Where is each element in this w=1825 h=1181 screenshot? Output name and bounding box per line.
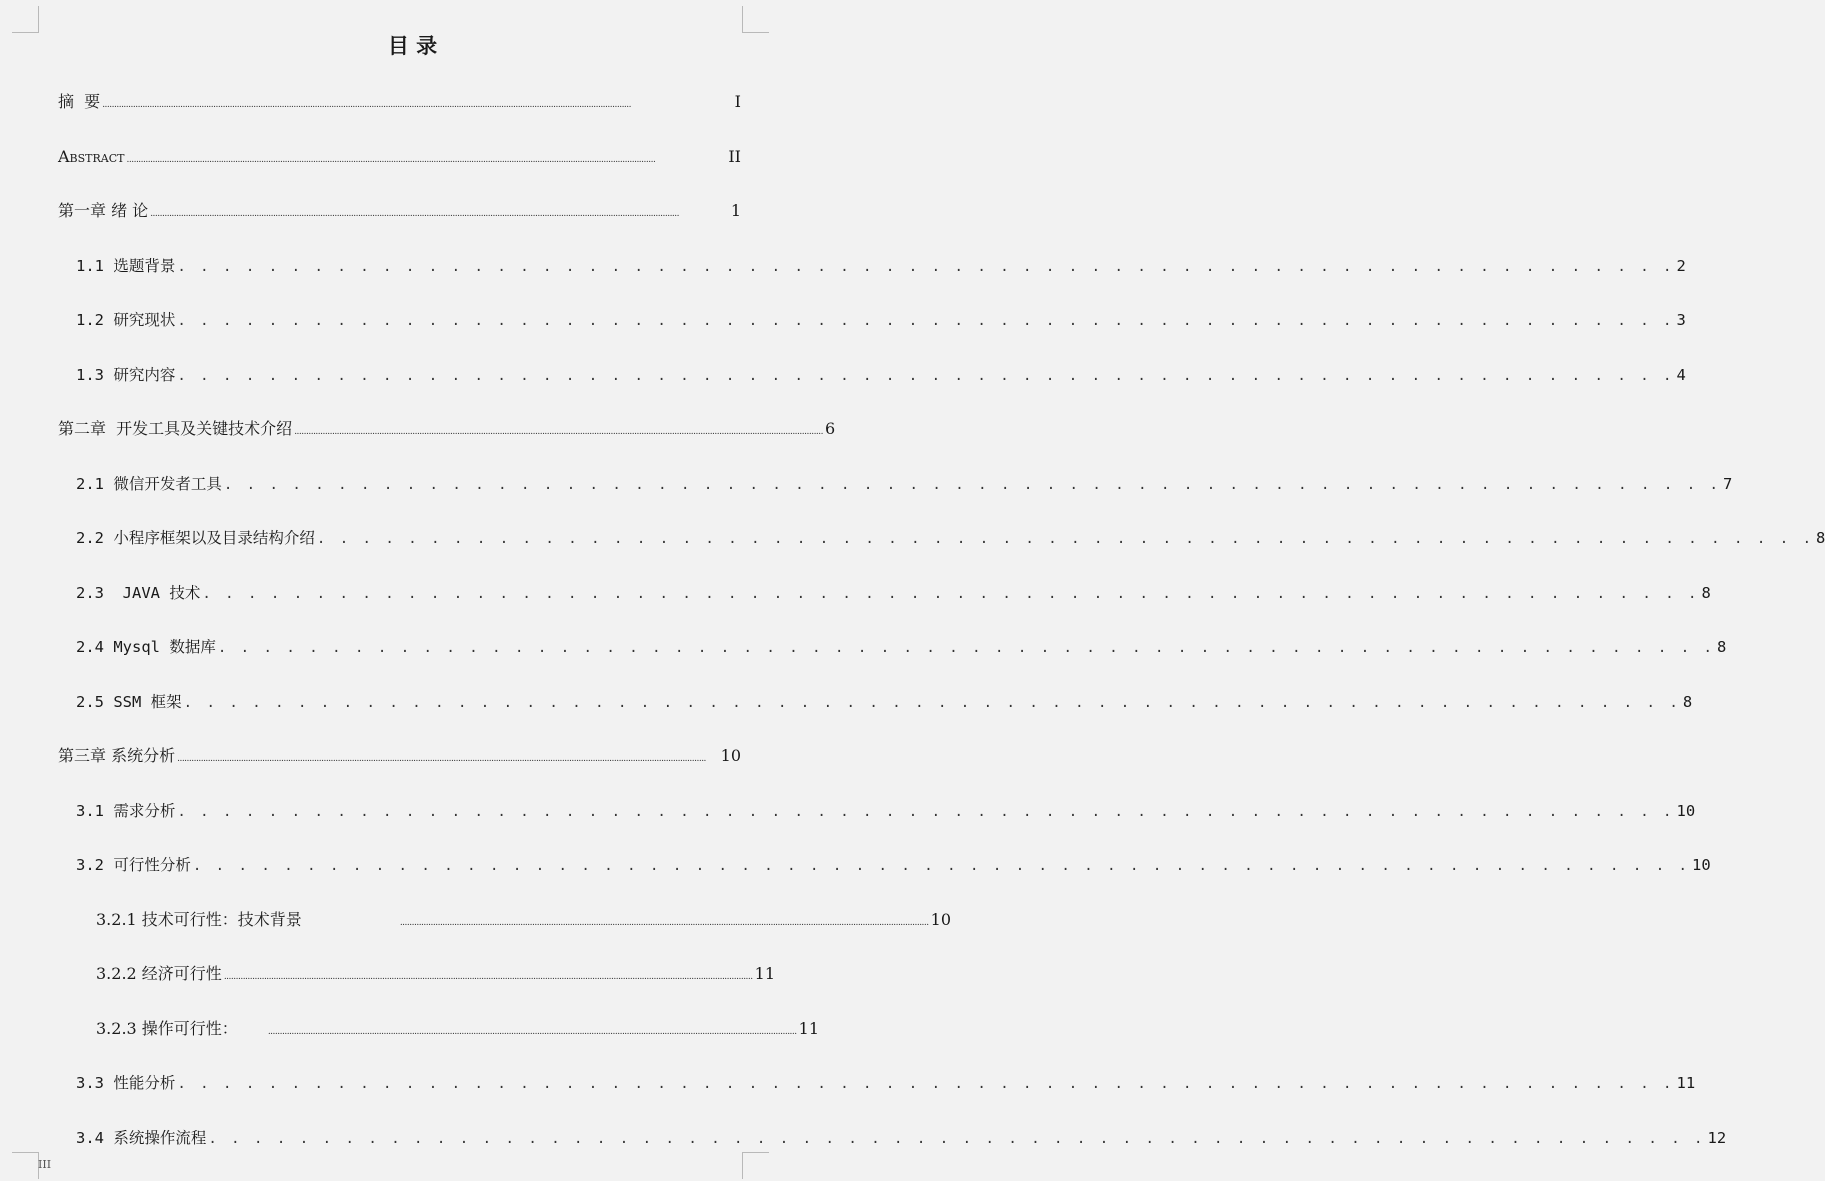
toc-entry[interactable]: [58, 90, 741, 114]
page-corner-mark: [12, 1152, 39, 1179]
toc-entry-label: 2.3 JAVA 技术: [76, 584, 201, 602]
toc-leader-dots: . . . . . . . . . . . . . . . . . . . . . . . . . . . . . . . . . . . . . . . . . . . . . . . . . . . . . . . . . . . . . . . . . .: [223, 477, 1721, 493]
toc-leader-dots: . . . . . . . . . . . . . . . . . . . . . . . . . . . . . . . . . . . . . . . . . . . . . . . . . . . . . . . . . . . . . . . . . .: [177, 313, 1675, 329]
toc-entry-page: 2: [1676, 257, 1686, 275]
toc-entry[interactable]: [96, 908, 951, 932]
toc-entry-page: 8: [1717, 638, 1727, 656]
toc-leader-dots: ................................................................................................................................................................................................................................: [294, 427, 824, 437]
page-corner-mark: [12, 6, 39, 33]
toc-entry-label: 3.2.2 经济可行性: [96, 964, 222, 983]
toc-entry-page: 10: [1676, 802, 1696, 820]
toc-entry-label: 3.2.1 技术可行性：技术背景: [96, 910, 302, 929]
toc-leader-dots: . . . . . . . . . . . . . . . . . . . . . . . . . . . . . . . . . . . . . . . . . . . . . . . . . . . . . . . . . . . . . . . . . .: [208, 1131, 1706, 1147]
toc-entry-label: 1.2 研究现状: [76, 311, 176, 329]
toc-entry-label: 2.4 Mysql 数据库: [76, 638, 216, 656]
toc-entry-page: 8: [1701, 584, 1711, 602]
toc-entry[interactable]: [76, 254, 1686, 278]
toc-entry-page: 10: [930, 910, 951, 929]
toc-entry[interactable]: [76, 308, 1686, 332]
toc-entry-page: 10: [1692, 856, 1711, 874]
toc-entry-page: 8: [1816, 529, 1825, 547]
toc-entry-label: 3.1 需求分析: [76, 802, 176, 820]
toc-entry[interactable]: [76, 853, 1711, 877]
page-corner-mark: [742, 6, 769, 33]
toc-leader-dots: ................................................................................................................................................................................................................................: [177, 754, 706, 764]
toc-leader-dots: . . . . . . . . . . . . . . . . . . . . . . . . . . . . . . . . . . . . . . . . . . . . . . . . . . . . . . . . . . . . . . . . . .: [183, 695, 1681, 711]
toc-entry-label: 1.3 研究内容: [76, 366, 176, 384]
toc-entry[interactable]: [58, 417, 836, 441]
toc-entry[interactable]: [96, 962, 775, 986]
toc-entry[interactable]: [58, 199, 741, 223]
toc-entry-label: 3.3 性能分析: [76, 1074, 176, 1092]
toc-entry-label: 第二章 开发工具及关键技术介绍: [58, 419, 293, 438]
toc-entry-label: 3.2.3 操作可行性：: [96, 1019, 238, 1038]
toc-entry-label: 1.1 选题背景: [76, 257, 176, 275]
toc-entry[interactable]: [76, 472, 1733, 496]
toc-entry[interactable]: [76, 799, 1696, 823]
toc-entry-page: 10: [720, 746, 741, 765]
toc-entry-label: 3.2 可行性分析: [76, 856, 191, 874]
toc-leader-dots: . . . . . . . . . . . . . . . . . . . . . . . . . . . . . . . . . . . . . . . . . . . . . . . . . . . . . . . . . . . . . . . . . .: [217, 640, 1715, 656]
toc-leader-dots: ................................................................................................................................................................................................................................: [150, 209, 680, 219]
toc-entry-page: 11: [1676, 1074, 1696, 1092]
toc-entry-page: 11: [754, 964, 775, 983]
toc-entry[interactable]: [76, 1071, 1696, 1095]
toc-entry-label: 3.4 系统操作流程: [76, 1129, 207, 1147]
toc-entry-label: 2.2 小程序框架以及目录结构介绍: [76, 529, 315, 547]
toc-entry[interactable]: [76, 635, 1727, 659]
toc-entry-label: 第三章 系统分析: [58, 746, 176, 765]
toc-leader-dots: . . . . . . . . . . . . . . . . . . . . . . . . . . . . . . . . . . . . . . . . . . . . . . . . . . . . . . . . . . . . . . . . . .: [316, 531, 1815, 547]
toc-entry[interactable]: [58, 145, 741, 169]
toc-leader-dots: . . . . . . . . . . . . . . . . . . . . . . . . . . . . . . . . . . . . . . . . . . . . . . . . . . . . . . . . . . . . . . . . . .: [202, 586, 1700, 602]
toc-entry[interactable]: [76, 363, 1686, 387]
toc-leader-dots: . . . . . . . . . . . . . . . . . . . . . . . . . . . . . . . . . . . . . . . . . . . . . . . . . . . . . . . . . . . . . . . . . .: [177, 259, 1675, 275]
toc-leader-dots: . . . . . . . . . . . . . . . . . . . . . . . . . . . . . . . . . . . . . . . . . . . . . . . . . . . . . . . . . . . . . . . . . .: [177, 804, 1675, 820]
toc-title: 目 录: [387, 33, 438, 58]
toc-entry-page: 1: [730, 201, 741, 220]
page-corner-mark: [742, 1152, 769, 1179]
toc-leader-dots: ................................................................................................................................................................................................................................: [267, 1027, 797, 1037]
toc-entry-page: 11: [798, 1019, 819, 1038]
toc-entry-page: I: [734, 92, 741, 111]
toc-entry-label: 摘 要: [58, 92, 101, 111]
toc-entry[interactable]: [76, 526, 1825, 550]
toc-entry-label: 2.5 SSM 框架: [76, 693, 182, 711]
toc-entry-page: 8: [1682, 693, 1693, 711]
toc-entry-page: 3: [1676, 311, 1686, 329]
toc-leader-dots: . . . . . . . . . . . . . . . . . . . . . . . . . . . . . . . . . . . . . . . . . . . . . . . . . . . . . . . . . . . . . . . . . .: [192, 858, 1690, 874]
toc-entry-page: 6: [825, 419, 836, 438]
toc-entry-label: 2.1 微信开发者工具: [76, 475, 222, 493]
toc-leader-dots: ................................................................................................................................................................................................................................: [126, 155, 656, 165]
toc-entry-page: II: [728, 147, 741, 166]
toc-leader-dots: ................................................................................................................................................................................................................................: [102, 100, 632, 110]
toc-entry[interactable]: [96, 1017, 819, 1041]
toc-entry-label: Abstract: [58, 147, 125, 166]
toc-leader-dots: . . . . . . . . . . . . . . . . . . . . . . . . . . . . . . . . . . . . . . . . . . . . . . . . . . . . . . . . . . . . . . . . . .: [177, 1076, 1675, 1092]
toc-entry[interactable]: [76, 1126, 1727, 1150]
toc-entry-page: 4: [1676, 366, 1686, 384]
toc-entry[interactable]: [76, 581, 1711, 605]
toc-entry[interactable]: [76, 690, 1693, 714]
page-number-footer: III: [38, 1158, 52, 1171]
toc-leader-dots: . . . . . . . . . . . . . . . . . . . . . . . . . . . . . . . . . . . . . . . . . . . . . . . . . . . . . . . . . . . . . . . . . .: [177, 368, 1675, 384]
toc-entry-page: 7: [1723, 475, 1733, 493]
toc-leader-dots: ................................................................................................................................................................................................................................: [223, 972, 753, 982]
toc-entry-label: 第一章 绪 论: [58, 201, 149, 220]
toc-leader-dots: ................................................................................................................................................................................................................................: [399, 918, 929, 928]
toc-entry-page: 12: [1707, 1129, 1727, 1147]
toc-entry[interactable]: [58, 744, 741, 768]
